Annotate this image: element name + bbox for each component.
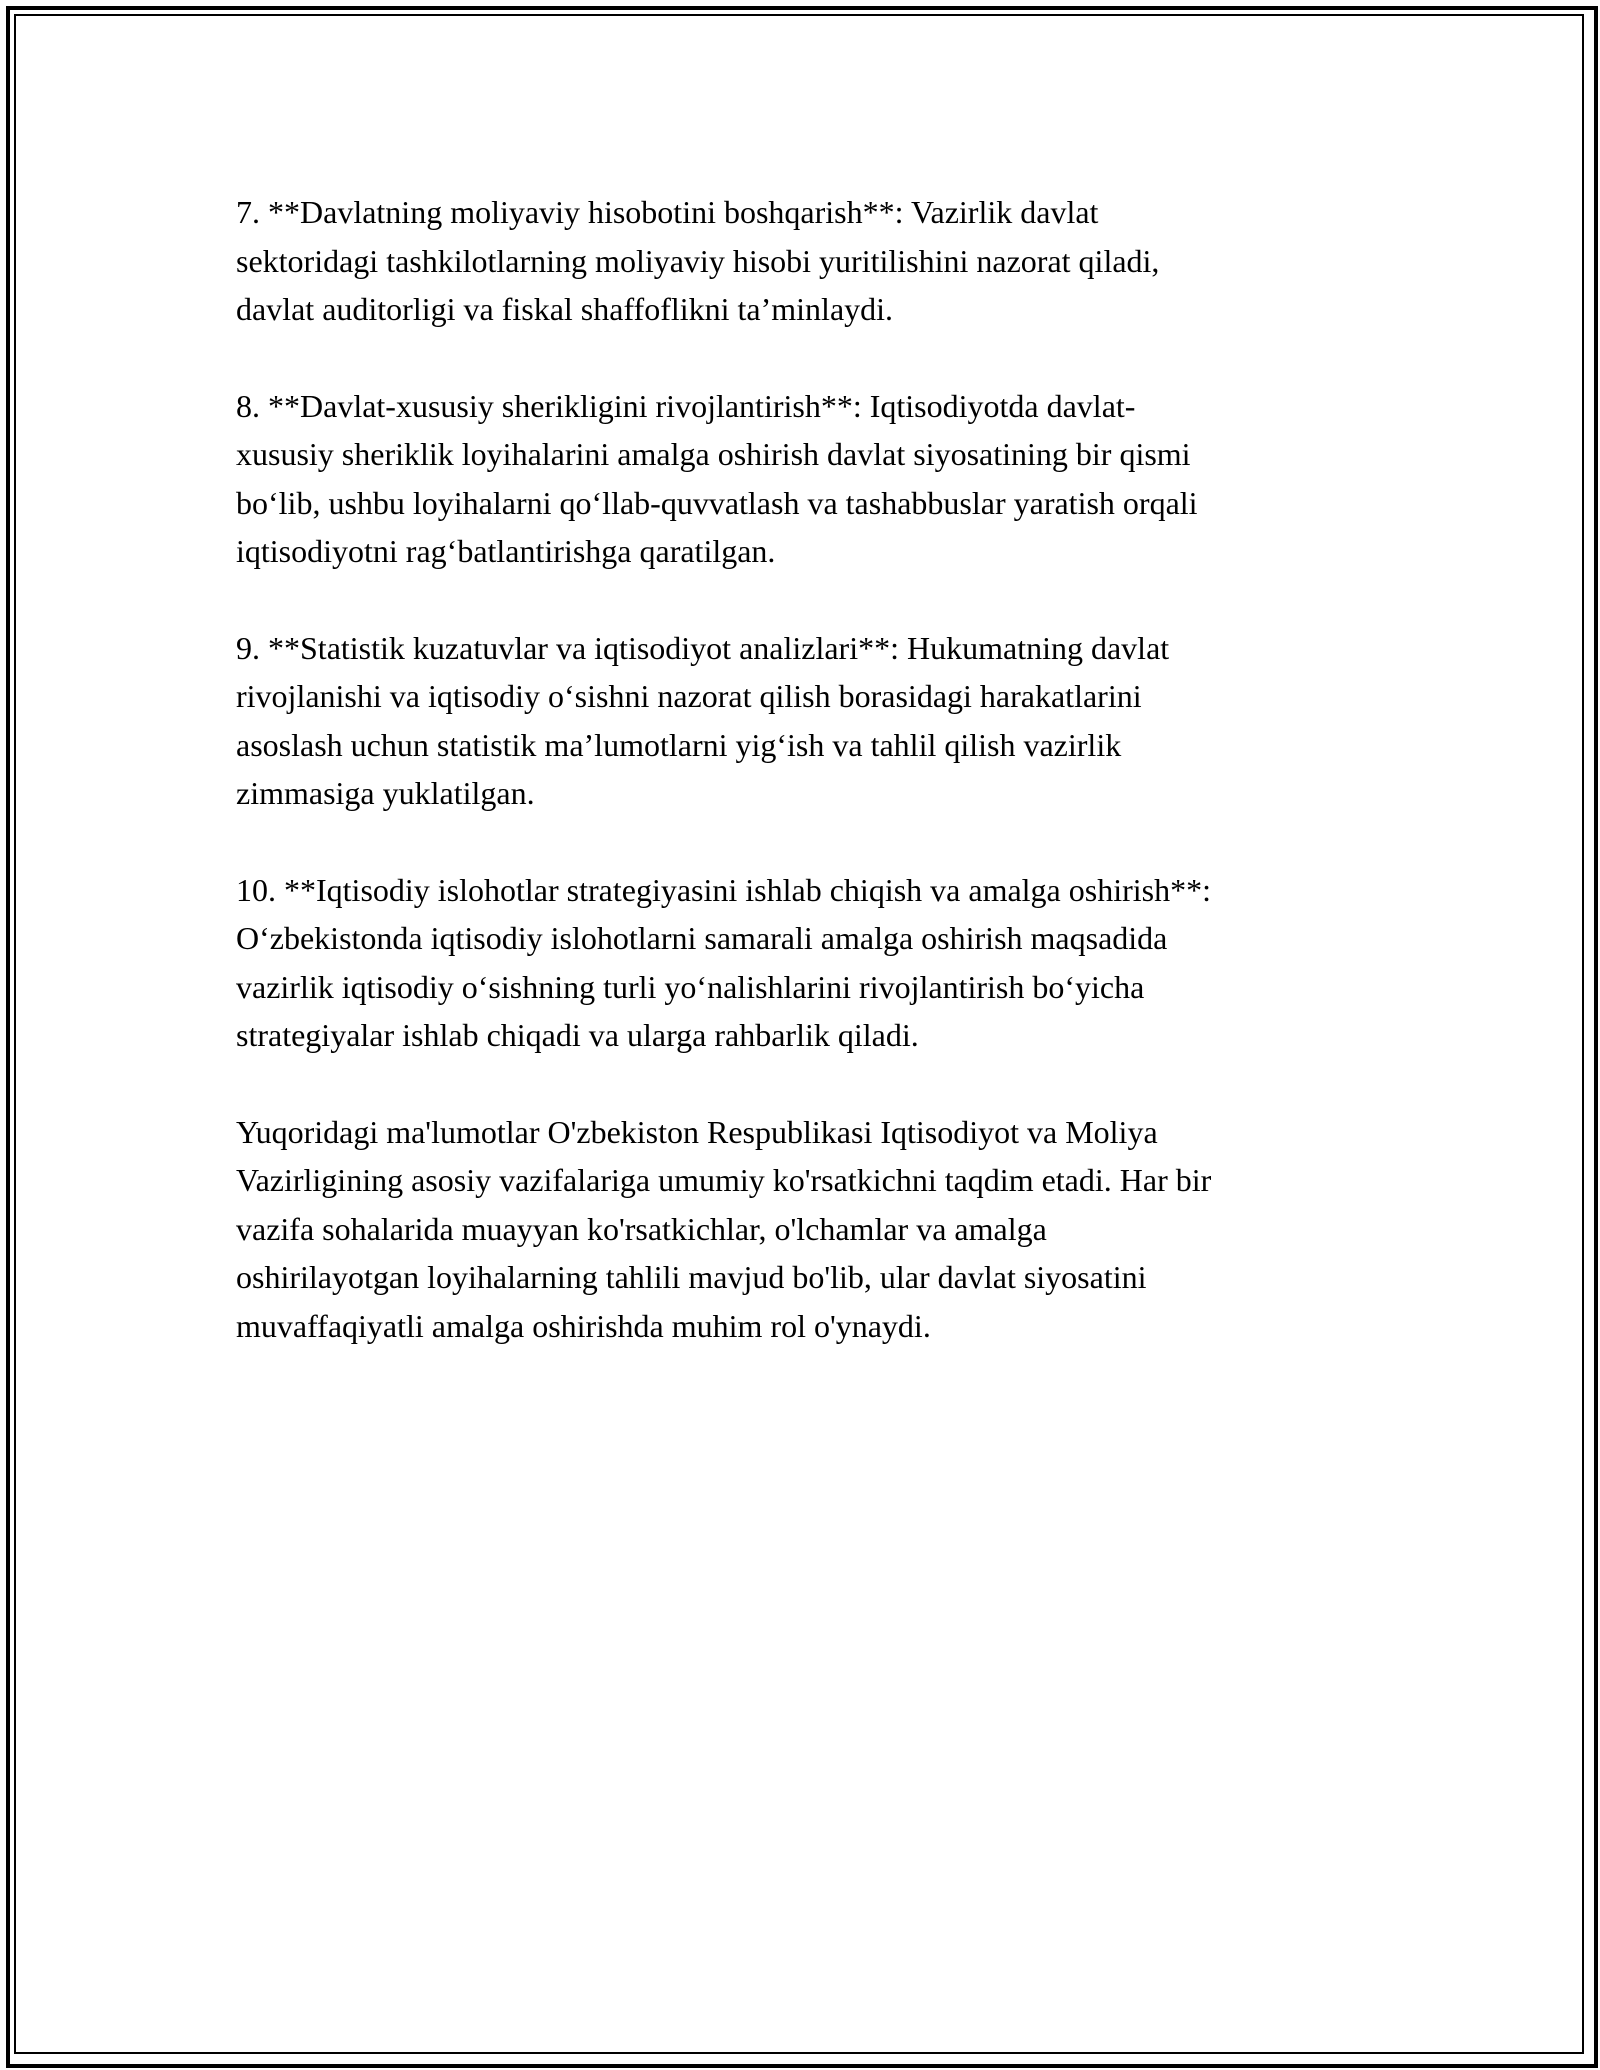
paragraph-item-7: 7. **Davlatning moliyaviy hisobotini boshqarish**: Vazirlik davlat sektoridagi tashkilotlarning moliyaviy hisobi yuritilishini nazorat qiladi, davlat auditorligi va fiskal shaffoflikni ta’minlaydi. (236, 194, 1160, 327)
paragraph-item-8: 8. **Davlat-xususiy sherikligini rivojlantirish**: Iqtisodiyotda davlat- xususiy sheriklik loyihalarini amalga oshirish davlat siyosatining bir qismi bo‘lib, ushbu loyihalarni qo‘llab-quvvatlash va tashabbuslar yaratish orqali iqtisodiyotni rag‘batlantirishga qaratilgan. (236, 387, 1198, 569)
paragraph-item-10: 10. **Iqtisodiy islohotlar strategiyasini ishlab chiqish va amalga oshirish**: O‘zbekistonda iqtisodiy islohotlarni samarali amalga oshirish maqsadida vazirlik iqtisodiy o‘sishning turli yo‘nalishlarini rivojlantirish bo‘yicha strategiyalar ishlab chiqadi va ularga rahbarlik qiladi. (236, 871, 1211, 1053)
paragraph-summary: Yuqoridagi ma'lumotlar O'zbekiston Respublikasi Iqtisodiyot va Moliya Vazirligining asosiy vazifalariga umumiy ko'rsatkichni taqdim etadi. Har bir vazifa sohalarida muayyan ko'rsatkichlar, o'lchamlar va amalga oshirilayotgan loyihalarning tahlili mavjud bo'lib, ular davlat siyosatini muvaffaqiyatli amalga oshirishda muhim rol o'ynaydi. (236, 1113, 1212, 1344)
document-body (236, 188, 1376, 1398)
paragraph-item-9: 9. **Statistik kuzatuvlar va iqtisodiyot analizlari**: Hukumatning davlat rivojlanishi va iqtisodiy o‘sishni nazorat qilish borasidagi harakatlarini asoslash uchun statistik ma’lumotlarni yig‘ish va tahlil qilish vazirlik zimmasiga yuklatilgan. (236, 629, 1170, 811)
